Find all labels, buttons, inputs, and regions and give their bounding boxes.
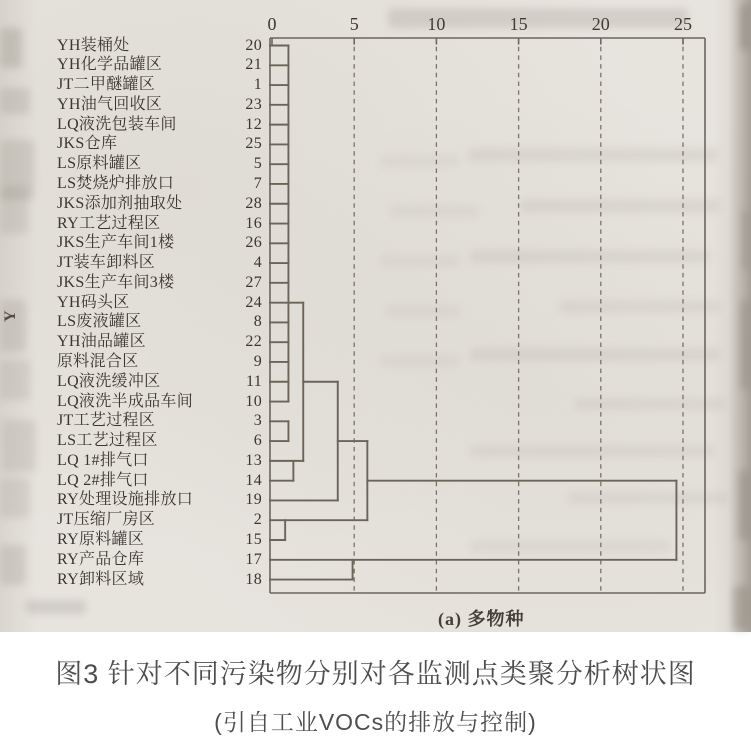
axis-tick-label: 0 — [267, 14, 277, 34]
leaf-number: 11 — [245, 372, 262, 390]
leaf-number: 12 — [245, 115, 262, 133]
leaf-row — [0, 452, 262, 470]
scan-artifact — [568, 492, 728, 504]
scan-artifact — [390, 205, 480, 217]
leaf-number: 6 — [253, 432, 262, 450]
scan-artifact — [0, 186, 28, 234]
leaf-row — [0, 432, 262, 450]
leaf-number: 10 — [245, 392, 262, 410]
leaf-row — [0, 491, 262, 509]
leaf-row — [0, 155, 262, 173]
scan-artifact — [740, 300, 750, 390]
leaf-row — [0, 551, 262, 569]
leaf-row — [0, 175, 262, 193]
scan-artifact — [388, 8, 688, 28]
figure-caption — [0, 652, 751, 737]
leaf-row — [0, 373, 262, 391]
leaf-row — [0, 531, 262, 549]
leaf-label: LS废液罐区 — [57, 313, 142, 331]
leaf-label: LS焚烧炉排放口 — [57, 174, 175, 192]
leaf-number: 18 — [245, 570, 262, 588]
scan-artifact — [470, 445, 715, 457]
scan-artifact — [740, 4, 750, 50]
leaf-number: 3 — [253, 412, 262, 430]
leaf-number: 24 — [245, 293, 262, 311]
scan-artifact — [468, 148, 718, 162]
leaf-number: 2 — [253, 511, 262, 529]
scan-artifact — [380, 155, 460, 167]
scan-artifact — [380, 355, 460, 367]
axis-tick-label: 10 — [427, 14, 446, 34]
scan-artifact — [0, 300, 26, 352]
leaf-label: RY工艺过程区 — [57, 214, 161, 232]
leaf-row — [0, 313, 262, 331]
leaf-label: JT装车卸料区 — [57, 254, 156, 272]
axis-tick-label: 15 — [509, 14, 528, 34]
leaf-row — [0, 56, 262, 74]
leaf-label: LQ液洗半成品车间 — [57, 392, 194, 410]
scan-artifact — [0, 88, 30, 114]
scan-artifact — [0, 360, 30, 400]
leaf-row — [0, 511, 262, 529]
leaf-number: 28 — [245, 194, 262, 212]
leaf-row — [0, 472, 262, 490]
leaf-number: 27 — [245, 273, 262, 291]
leaf-number: 26 — [245, 234, 262, 252]
leaf-number: 17 — [245, 550, 262, 568]
scan-artifact — [26, 600, 86, 614]
scan-artifact — [2, 420, 36, 472]
figure-caption-source: (引自工业VOCs的排放与控制) — [214, 709, 537, 735]
leaf-label: YH油气回收区 — [57, 95, 163, 113]
scan-artifact — [0, 478, 30, 518]
y-axis-label: Y — [2, 310, 19, 322]
axis-tick-label: 5 — [349, 14, 359, 34]
scan-artifact — [0, 28, 22, 68]
scan-artifact — [520, 199, 720, 213]
leaf-label: JKS生产车间1楼 — [57, 234, 175, 252]
leaf-label: YH油品罐区 — [57, 333, 146, 351]
leaf-number: 19 — [245, 491, 262, 509]
leaf-row — [0, 234, 262, 252]
axis-tick-label: 25 — [674, 14, 692, 34]
leaf-label: RY原料罐区 — [57, 531, 145, 548]
scan-artifact — [380, 255, 460, 267]
leaf-label: 原料混合区 — [57, 352, 139, 370]
scan-artifact — [738, 470, 750, 540]
plot-subcaption: (a) 多物种 — [438, 609, 525, 629]
leaf-label: YH装桶处 — [57, 36, 130, 54]
leaf-number: 7 — [253, 174, 262, 192]
leaf-label: RY产品仓库 — [57, 550, 145, 568]
leaf-label: LS工艺过程区 — [57, 432, 158, 450]
scan-artifact — [733, 586, 749, 630]
leaf-label: JT压缩厂房区 — [57, 511, 156, 529]
leaf-label: JKS生产车间3楼 — [57, 273, 175, 291]
leaf-label: LS原料罐区 — [57, 155, 142, 173]
leaf-row — [0, 135, 262, 153]
leaf-label: LQ液洗包装车间 — [57, 115, 177, 133]
leaf-number: 5 — [253, 155, 262, 173]
leaf-label: YH码头区 — [57, 293, 130, 311]
leaf-number: 14 — [245, 471, 262, 489]
leaf-number: 23 — [245, 95, 262, 113]
leaf-number: 16 — [245, 214, 262, 232]
leaf-label: JKS仓库 — [57, 135, 118, 153]
axis-tick-label: 20 — [591, 14, 610, 34]
leaf-row — [0, 215, 262, 233]
leaf-row — [0, 37, 262, 55]
figure-caption-title: 图3 针对不同污染物分别对各监测点类聚分析树状图 — [55, 659, 696, 689]
leaf-label: JT二甲醚罐区 — [57, 76, 156, 94]
leaf-row — [0, 412, 262, 430]
leaf-number: 20 — [245, 36, 262, 54]
leaf-row — [0, 274, 262, 292]
leaf-row — [0, 116, 262, 134]
leaf-row — [0, 96, 262, 114]
scan-artifact — [742, 210, 750, 270]
leaf-label: YH化学品罐区 — [57, 56, 163, 74]
scan-artifact — [0, 545, 26, 585]
leaf-number: 8 — [253, 313, 262, 331]
scan-artifact — [470, 540, 670, 552]
leaf-label: RY卸料区域 — [57, 570, 145, 588]
leaf-label: LQ液洗缓冲区 — [57, 372, 161, 390]
leaf-label: JT工艺过程区 — [57, 412, 156, 430]
leaf-number: 25 — [245, 135, 262, 153]
scan-artifact — [470, 348, 720, 361]
leaf-number: 9 — [253, 352, 262, 370]
leaf-row — [0, 195, 262, 213]
leaf-row — [0, 254, 262, 272]
leaf-row — [0, 294, 262, 312]
scan-artifact — [470, 250, 710, 263]
leaf-number: 15 — [245, 531, 262, 548]
scan-artifact — [385, 305, 460, 317]
scan-artifact — [575, 398, 725, 410]
leaf-row — [0, 333, 262, 351]
leaf-label: RY处理设施排放口 — [57, 491, 194, 509]
leaf-label: JKS添加剂抽取处 — [57, 194, 183, 212]
leaf-number: 4 — [253, 254, 262, 272]
leaf-number: 22 — [245, 333, 262, 351]
leaf-label: LQ 2#排气口 — [57, 471, 149, 489]
leaf-row — [0, 393, 262, 411]
leaf-number: 13 — [245, 451, 262, 469]
leaf-row — [0, 353, 262, 371]
leaf-row — [0, 571, 262, 589]
leaf-number: 1 — [253, 76, 262, 94]
leaf-row — [0, 76, 262, 94]
scan-artifact — [560, 300, 720, 313]
leaf-number: 21 — [245, 56, 262, 74]
leaf-label: LQ 1#排气口 — [57, 451, 149, 469]
